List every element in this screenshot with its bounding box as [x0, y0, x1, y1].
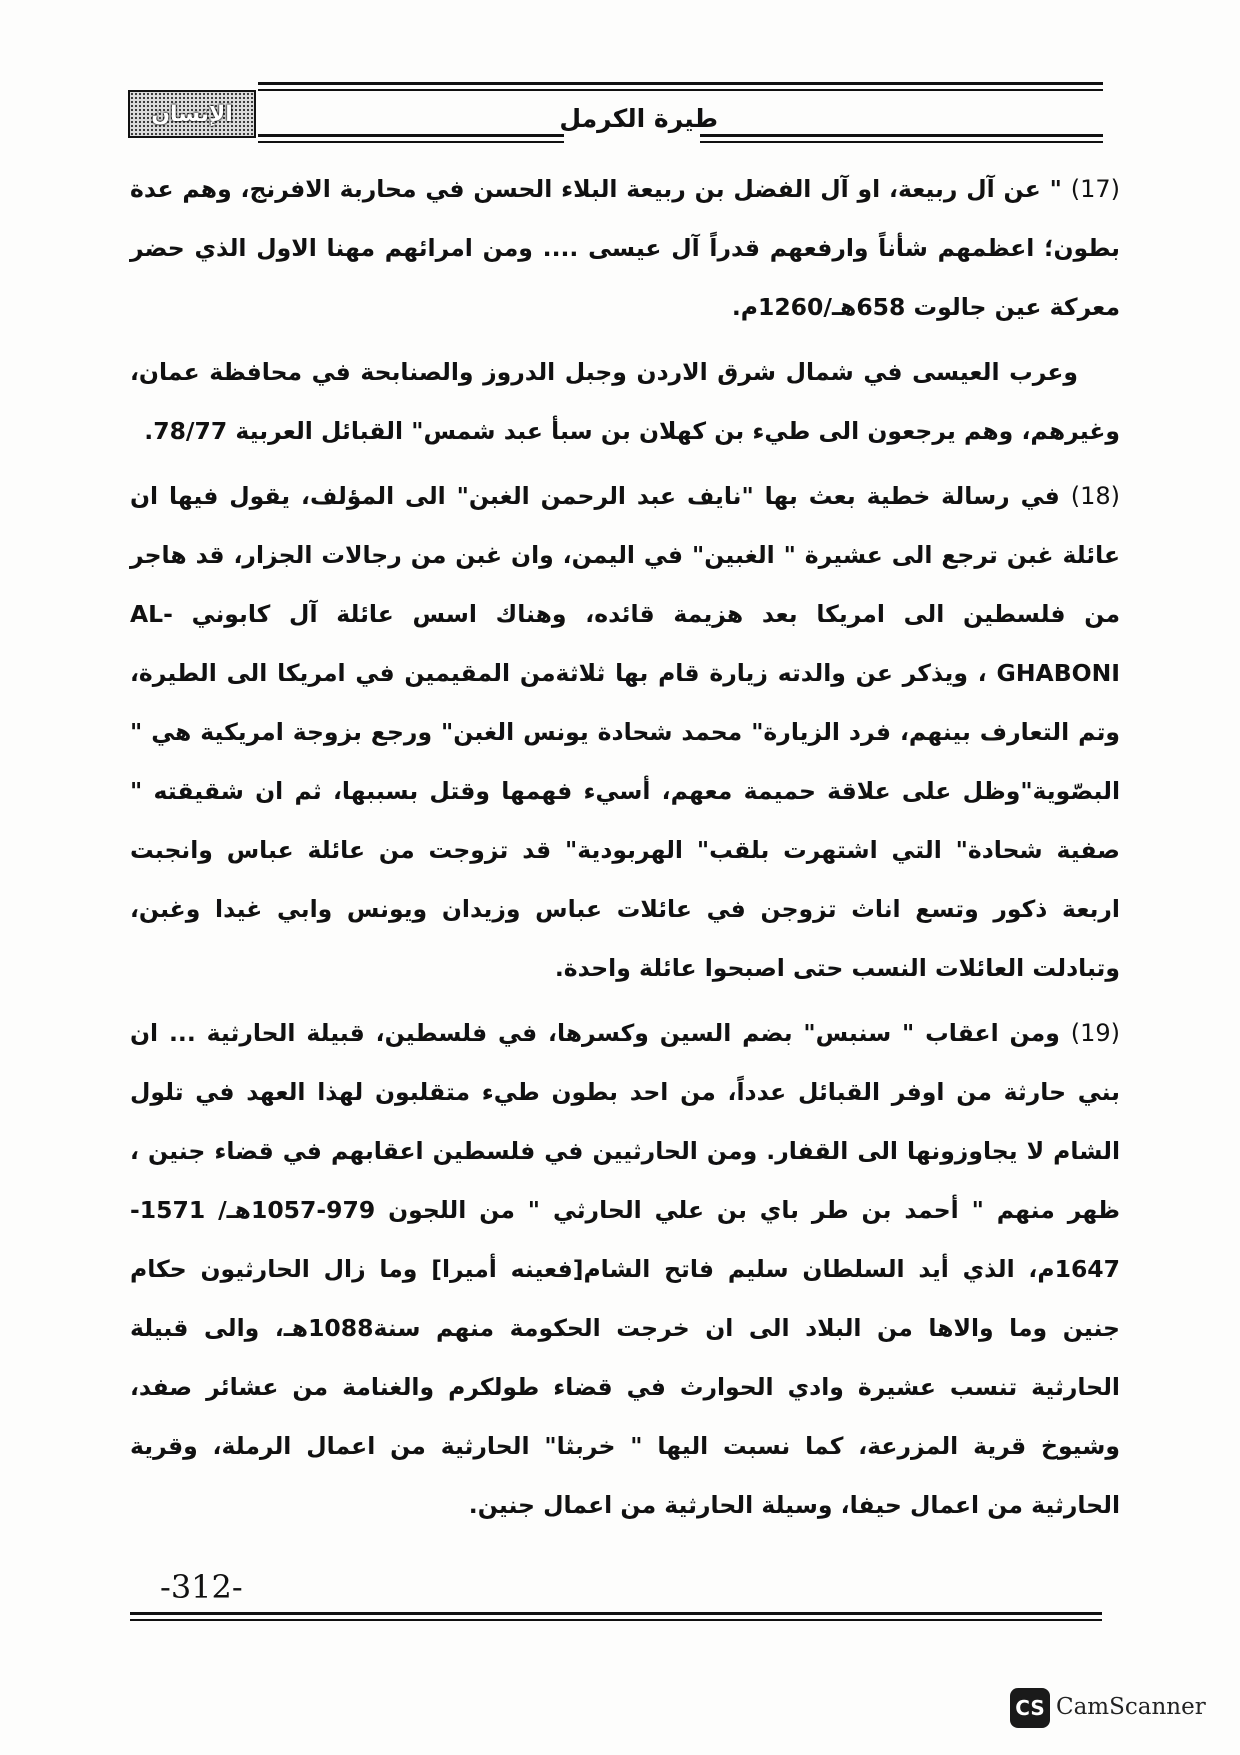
section-badge — [128, 90, 256, 138]
footnote-number: (17) — [1070, 175, 1120, 203]
footnotes-body — [130, 160, 1120, 1541]
camscanner-logo-text: CS — [1015, 1696, 1045, 1720]
header-rule-right — [700, 134, 1103, 137]
header-rule-right-thin — [700, 141, 1103, 143]
footnote-17 — [130, 160, 1120, 337]
footnote-number: (18) — [1070, 482, 1121, 510]
footer-rule-bottom — [130, 1619, 1102, 1621]
page-number: -312- — [160, 1568, 243, 1606]
footnote-text: ومن اعقاب " سنبس" بضم السين وكسرها، في فلسطين، قبيلة الحارثية ... ان بني حارثة من اوفر القبائل عدداً، من احد بطون طيء متقلبون لهذا العهد في تلول الشام لا يجاوزونها الى القفار. ومن الحارثيين في فلسطين اعقابهم في قضاء جنين ، ظهر منهم " أحمد بن طر باي بن علي الحارثي " من اللجون 979-1057هـ/ 1571-1647م، الذي أيد السلطان سليم فاتح الشام[فعينه أميرا] وما زال الحارثيون حكام جنين وما والاها من البلاد الى ان خرجت الحكومة منهم سنة1088هـ، والى قبيلة الحارثية تنسب عشيرة وادي الحوارث في قضاء طولكرم والغنامة من عشائر صفد، وشيوخ قرية المزرعة، كما نسبت اليها " خربثا" الحارثية من اعمال الرملة، وقرية الحارثية من اعمال حيفا، وسيلة الحارثية من اعمال جنين. — [130, 1019, 1120, 1519]
camscanner-watermark: CamScanner — [1056, 1694, 1206, 1720]
header-rule-left-thin — [258, 141, 564, 143]
header-rule-top — [258, 82, 1103, 85]
footnote-text: " عن آل ربيعة، او آل الفضل بن ربيعة البلاء الحسن في محاربة الافرنج، وهم عدة بطون؛ اعظمهم شأناً وارفعهم قدراً آل عيسى .... ومن امرائهم مهنا الاول الذي حضر معركة عين جالوت 658هـ/1260م. — [130, 175, 1120, 321]
footnote-text: وعرب العيسى في شمال شرق الاردن وجبل الدروز والصنابحة في محافظة عمان، وغيرهم، وهم يرجعون الى طيء بن كهلان بن سبأ عبد شمس" القبائل العربية 78/77. — [130, 358, 1120, 445]
footer-rule-top — [130, 1612, 1102, 1615]
footnote-19 — [130, 1004, 1120, 1535]
camscanner-logo-icon — [1010, 1688, 1050, 1728]
section-badge-label: الإنسان — [151, 101, 233, 127]
header-rule-left — [258, 134, 564, 137]
footnote-18 — [130, 467, 1120, 998]
footnote-number: (19) — [1070, 1019, 1120, 1047]
header-rule-top-thin — [258, 89, 1103, 91]
footnote-17-continuation — [130, 343, 1120, 461]
running-header-title: طيرة الكرمل — [559, 104, 718, 133]
footnote-text: في رسالة خطية بعث بها "نايف عبد الرحمن الغبن" الى المؤلف، يقول فيها ان عائلة غبن ترجع الى عشيرة " الغبين" في اليمن، وان غبن من رجالات الجزار، قد هاجر من فلسطين الى امريكا بعد هزيمة قائده، وهناك اسس عائلة آل كابوني AL- GHABONI ، ويذكر عن والدته زيارة قام بها ثلاثةمن المقيمين في امريكا الى الطيرة، وتم التعارف بينهم، فرد الزيارة" محمد شحادة يونس الغبن" ورجع بزوجة امريكية هي " البصّوية"وظل على علاقة حميمة معهم، أسيء فهمها وقتل بسببها، ثم ان شقيقته " صفية شحادة" التي اشتهرت بلقب" الهربودية" قد تزوجت من عائلة عباس وانجبت اربعة ذكور وتسع اناث تزوجن في عائلات عباس وزيدان ويونس وابي غيدا وغبن، وتبادلت العائلات النسب حتى اصبحوا عائلة واحدة. — [130, 482, 1120, 982]
